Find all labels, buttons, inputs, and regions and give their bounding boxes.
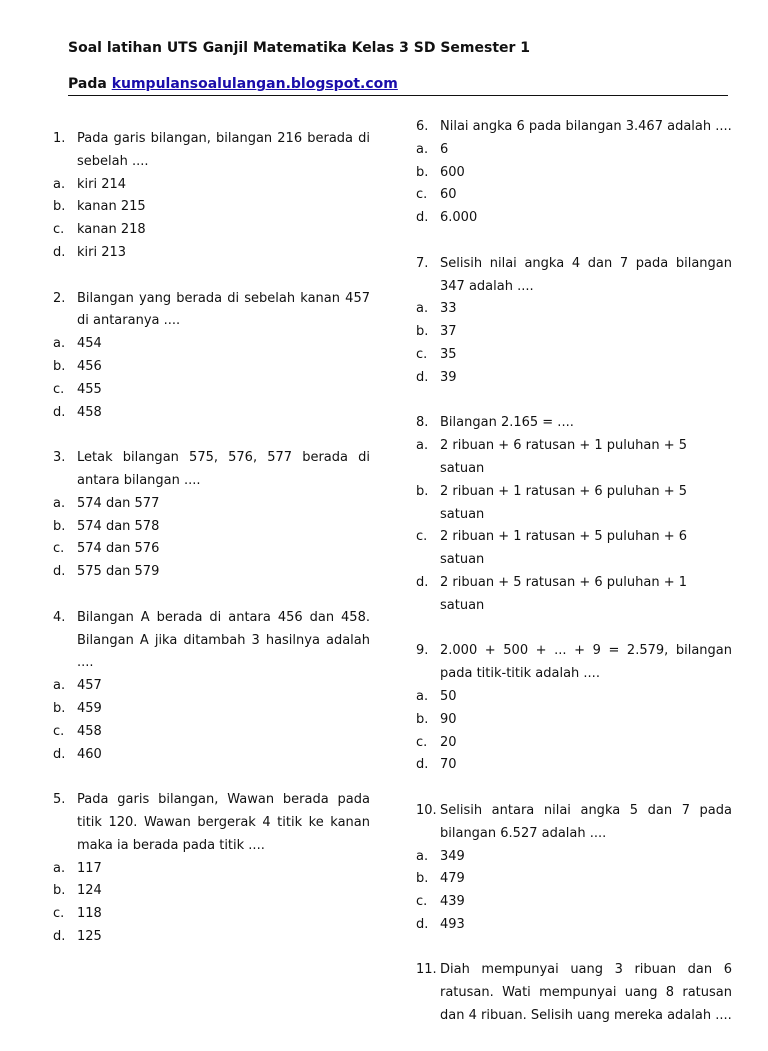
question-item (53, 789, 370, 949)
question-number: 4. (53, 609, 66, 625)
question-text-row (53, 288, 370, 334)
option-text: 2 ribuan + 6 ratusan + 1 puluhan + 5 satuan (440, 438, 688, 476)
answer-option (416, 435, 732, 481)
question-text: Bilangan 2.165 = .... (440, 415, 574, 431)
answer-option (53, 379, 370, 402)
answer-option (416, 686, 732, 709)
option-text: 125 (77, 928, 102, 944)
option-letter: b. (53, 883, 66, 899)
question-text-row (53, 607, 370, 675)
answer-option (416, 162, 732, 185)
question-item (416, 412, 732, 617)
option-letter: c. (53, 723, 65, 739)
question-text-row (53, 128, 370, 174)
option-text: 349 (440, 848, 465, 864)
option-letter: c. (53, 906, 65, 922)
answer-option (416, 754, 732, 777)
option-letter: d. (416, 574, 429, 590)
option-text: 460 (77, 746, 102, 762)
question-number: 7. (416, 255, 429, 271)
option-letter: b. (416, 164, 429, 180)
option-letter: b. (416, 483, 429, 499)
question-number: 2. (53, 290, 66, 306)
question-number: 8. (416, 415, 429, 431)
answer-option (416, 572, 732, 618)
answer-option (416, 481, 732, 527)
option-letter: a. (53, 495, 66, 511)
question-number: 3. (53, 450, 66, 466)
option-letter: d. (416, 916, 429, 932)
option-text: kanan 218 (77, 222, 146, 238)
option-text: 50 (440, 688, 457, 704)
answer-option (53, 356, 370, 379)
option-text: 33 (440, 301, 457, 317)
option-letter: a. (53, 176, 66, 192)
option-text: 457 (77, 678, 102, 694)
question-column-right (416, 116, 732, 1051)
answer-option (416, 732, 732, 755)
question-text-row (416, 640, 732, 686)
question-text-row (416, 116, 732, 139)
page-title: Soal latihan UTS Ganjil Matematika Kelas 3 SD Semester 1 (68, 40, 531, 56)
option-text: 574 dan 578 (77, 518, 160, 534)
answer-option (53, 196, 370, 219)
option-text: 117 (77, 860, 102, 876)
option-letter: b. (53, 199, 66, 215)
answer-option (53, 402, 370, 425)
option-text: 479 (440, 871, 465, 887)
answer-option (416, 914, 732, 937)
option-text: 493 (440, 916, 465, 932)
question-item (416, 959, 732, 1027)
answer-option (53, 858, 370, 881)
option-letter: b. (416, 324, 429, 340)
option-letter: c. (53, 222, 65, 238)
answer-option (416, 207, 732, 230)
option-letter: d. (416, 369, 429, 385)
option-text: 575 dan 579 (77, 564, 160, 580)
answer-option (416, 526, 732, 572)
option-text: 439 (440, 894, 465, 910)
option-letter: a. (416, 848, 429, 864)
answer-option (53, 538, 370, 561)
option-letter: c. (416, 894, 428, 910)
answer-option (53, 926, 370, 949)
option-letter: c. (53, 541, 65, 557)
answer-option (416, 891, 732, 914)
question-text-row (416, 959, 732, 1027)
answer-option (416, 868, 732, 891)
option-letter: a. (416, 141, 429, 157)
source-line (68, 74, 728, 94)
option-text: 458 (77, 723, 102, 739)
question-text-row (53, 447, 370, 493)
option-letter: c. (416, 346, 428, 362)
option-letter: d. (53, 404, 66, 420)
question-number: 10. (416, 802, 437, 818)
option-letter: a. (53, 678, 66, 694)
option-letter: d. (53, 746, 66, 762)
question-text: Selisih nilai angka 4 dan 7 pada bilangan 347 adalah .... (440, 255, 732, 294)
option-text: kiri 213 (77, 244, 127, 260)
question-text: Pada garis bilangan, bilangan 216 berada di sebelah .... (77, 131, 370, 169)
option-text: kiri 214 (77, 176, 127, 192)
option-letter: b. (416, 711, 429, 727)
option-letter: d. (416, 757, 429, 773)
answer-option (53, 333, 370, 356)
option-text: 600 (440, 164, 465, 180)
answer-option (416, 344, 732, 367)
question-text: Letak bilangan 575, 576, 577 berada di antara bilangan .... (77, 450, 370, 488)
answer-option (53, 675, 370, 698)
question-text: Selisih antara nilai angka 5 dan 7 pada bilangan 6.527 adalah .... (440, 802, 732, 841)
answer-option (53, 219, 370, 242)
option-text: 456 (77, 358, 102, 374)
answer-option (416, 846, 732, 869)
option-letter: b. (416, 871, 429, 887)
option-letter: a. (53, 336, 66, 352)
option-text: 455 (77, 381, 102, 397)
question-item (53, 607, 370, 767)
question-item (53, 128, 370, 265)
question-item (53, 447, 370, 584)
option-text: 118 (77, 906, 102, 922)
question-number: 9. (416, 643, 429, 659)
question-column-left (53, 128, 370, 971)
option-letter: d. (53, 244, 66, 260)
question-text-row (416, 800, 732, 846)
document-header (68, 38, 728, 94)
answer-option (53, 561, 370, 584)
source-prefix: Pada (68, 76, 107, 92)
question-text: Diah mempunyai uang 3 ribuan dan 6 ratusan. Wati mempunyai uang 8 ratusan dan 4 ribuan. Selisih uang mereka adalah .... (440, 962, 732, 1024)
question-text: Bilangan A berada di antara 456 dan 458. Bilangan A jika ditambah 3 hasilnya adalah .... (77, 609, 370, 671)
option-letter: c. (416, 734, 428, 750)
option-text: 39 (440, 369, 457, 385)
answer-option (53, 242, 370, 265)
option-text: 459 (77, 700, 102, 716)
option-text: 2 ribuan + 1 ratusan + 6 puluhan + 5 satuan (440, 483, 688, 522)
question-text-row (416, 253, 732, 299)
answer-option (53, 516, 370, 539)
question-text-row (53, 789, 370, 857)
option-letter: c. (416, 187, 428, 203)
answer-option (53, 880, 370, 903)
answer-option (53, 698, 370, 721)
question-text: Pada garis bilangan, Wawan berada pada titik 120. Wawan bergerak 4 titik ke kanan maka ia berada pada titik .... (77, 792, 370, 853)
option-letter: a. (416, 301, 429, 317)
answer-option (416, 298, 732, 321)
question-number: 1. (53, 131, 66, 146)
option-text: 20 (440, 734, 457, 750)
question-item (416, 253, 732, 390)
answer-option (53, 493, 370, 516)
question-item (416, 640, 732, 777)
answer-option (416, 709, 732, 732)
option-text: 37 (440, 324, 457, 340)
source-link[interactable]: kumpulansoalulangan.blogspot.com (111, 76, 398, 92)
option-letter: d. (53, 928, 66, 944)
question-text: Bilangan yang berada di sebelah kanan 457 di antaranya .... (77, 290, 370, 329)
question-number: 6. (416, 119, 429, 134)
option-text: 574 dan 577 (77, 495, 160, 511)
option-letter: d. (416, 210, 429, 226)
option-letter: b. (53, 700, 66, 716)
question-item (416, 800, 732, 937)
option-text: 35 (440, 346, 457, 362)
answer-option (416, 321, 732, 344)
option-text: kanan 215 (77, 199, 146, 215)
option-letter: c. (53, 381, 65, 397)
option-text: 60 (440, 187, 457, 203)
option-text: 90 (440, 711, 457, 727)
option-letter: b. (53, 518, 66, 534)
option-letter: c. (416, 529, 428, 545)
option-text: 6.000 (440, 210, 478, 226)
question-number: 11. (416, 962, 437, 978)
question-item (53, 288, 370, 425)
option-text: 70 (440, 757, 457, 773)
answer-option (53, 721, 370, 744)
question-item (416, 116, 732, 230)
option-text: 124 (77, 883, 102, 899)
answer-option (416, 367, 732, 390)
question-text: 2.000 + 500 + ... + 9 = 2.579, bilangan pada titik-titik adalah .... (440, 643, 732, 682)
option-letter: b. (53, 358, 66, 374)
option-text: 458 (77, 404, 102, 420)
option-text: 454 (77, 336, 102, 352)
header-divider (68, 95, 728, 96)
option-text: 2 ribuan + 1 ratusan + 5 puluhan + 6 satuan (440, 529, 688, 568)
question-number: 5. (53, 792, 66, 808)
option-letter: d. (53, 564, 66, 580)
question-text-row (416, 412, 732, 435)
option-text: 6 (440, 141, 449, 157)
answer-option (416, 184, 732, 207)
option-letter: a. (416, 688, 429, 704)
answer-option (53, 903, 370, 926)
answer-option (53, 174, 370, 197)
question-text: Nilai angka 6 pada bilangan 3.467 adalah .... (440, 119, 732, 134)
option-text: 2 ribuan + 5 ratusan + 6 puluhan + 1 satuan (440, 574, 688, 613)
answer-option (53, 744, 370, 767)
answer-option (416, 139, 732, 162)
option-text: 574 dan 576 (77, 541, 160, 557)
option-letter: a. (416, 438, 429, 454)
option-letter: a. (53, 860, 66, 876)
